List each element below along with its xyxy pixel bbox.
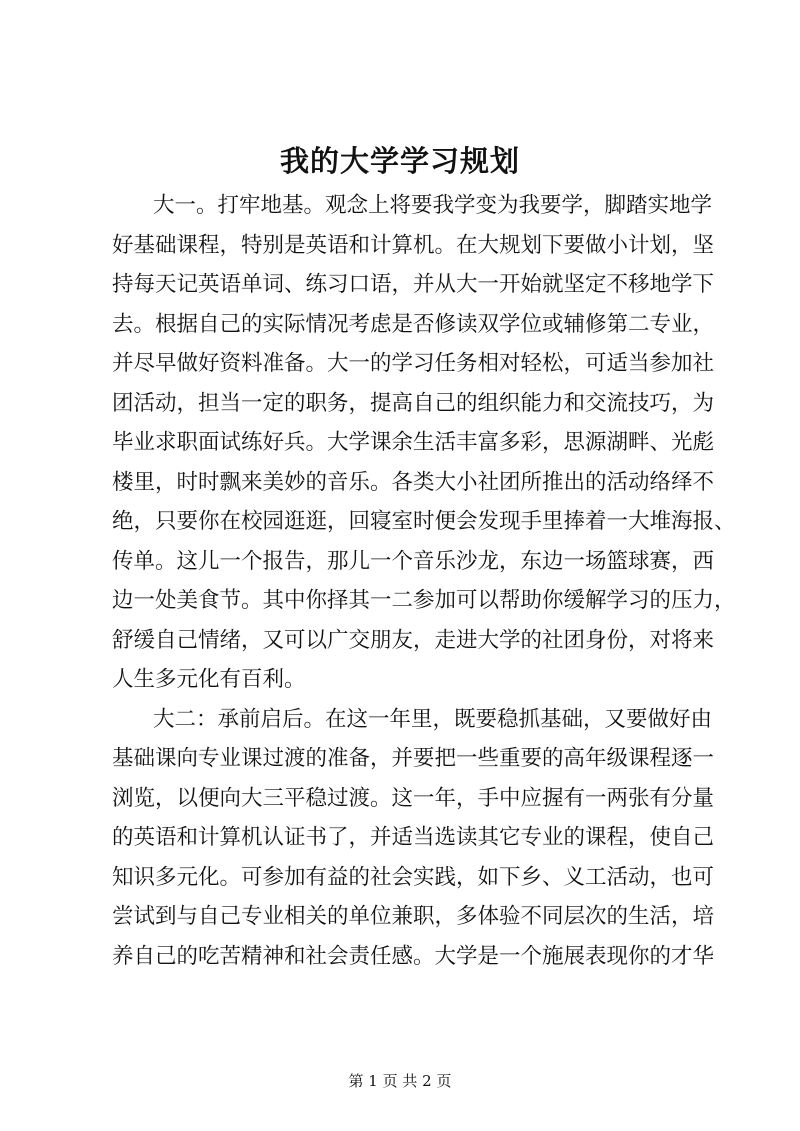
paragraph-line: 持每天记英语单词、练习口语，并从大一开始就坚定不移地学下 (112, 272, 715, 297)
document-body (112, 186, 736, 976)
paragraph-line: 绝，只要你在校园逛逛，回寝室时便会发现手里捧着一大堆海报、 (112, 509, 736, 534)
paragraph-2 (112, 700, 715, 977)
paragraph-line: 尝试到与自己专业相关的单位兼职，多体验不同层次的生活，培 (112, 904, 715, 929)
paragraph-line: 去。根据自己的实际情况考虑是否修读双学位或辅修第二专业， (112, 311, 715, 337)
paragraph-line: 人生多元化有百利。 (112, 667, 306, 692)
paragraph-line: 好基础课程，特别是英语和计算机。在大规划下要做小计划，坚 (112, 232, 715, 258)
paragraph-line: 边一处美食节。其中你择其一二参加可以帮助你缓解学习的压力， (112, 588, 736, 613)
document-title: 我的大学学习规划 (279, 144, 520, 178)
paragraph-line: 大二：承前启后。在这一年里，既要稳抓基础，又要做好由 (153, 706, 713, 732)
paragraph-line: 基础课向专业课过渡的准备，并要把一些重要的高年级课程逐一 (112, 746, 715, 771)
page-footer: 第 1 页 共 2 页 (348, 1072, 452, 1090)
paragraph-line: 养自己的吃苦精神和社会责任感。大学是一个施展表现你的才华 (112, 943, 715, 969)
paragraph-line: 楼里，时时飘来美妙的音乐。各类大小社团所推出的活动络绎不 (112, 469, 715, 495)
paragraph-line: 大一。打牢地基。观念上将要我学变为我要学，脚踏实地学 (153, 193, 713, 218)
paragraph-1 (112, 186, 736, 700)
paragraph-line: 并尽早做好资料准备。大一的学习任务相对轻松，可适当参加社 (112, 351, 715, 376)
paragraph-line: 团活动，担当一定的职务，提高自己的组织能力和交流技巧，为 (112, 390, 715, 416)
paragraph-line: 知识多元化。可参加有益的社会实践，如下乡、义工活动，也可 (112, 864, 715, 890)
paragraph-line: 毕业求职面试练好兵。大学课余生活丰富多彩，思源湖畔、光彪 (112, 430, 715, 455)
paragraph-line: 的英语和计算机认证书了，并适当选读其它专业的课程，使自己 (112, 825, 715, 850)
paragraph-line: 传单。这儿一个报告，那儿一个音乐沙龙，东边一场篮球赛，西 (112, 548, 715, 574)
paragraph-line: 舒缓自己情绪，又可以广交朋友，走进大学的社团身份，对将来 (112, 627, 715, 653)
paragraph-line: 浏览，以便向大三平稳过渡。这一年，手中应握有一两张有分量 (112, 785, 715, 811)
